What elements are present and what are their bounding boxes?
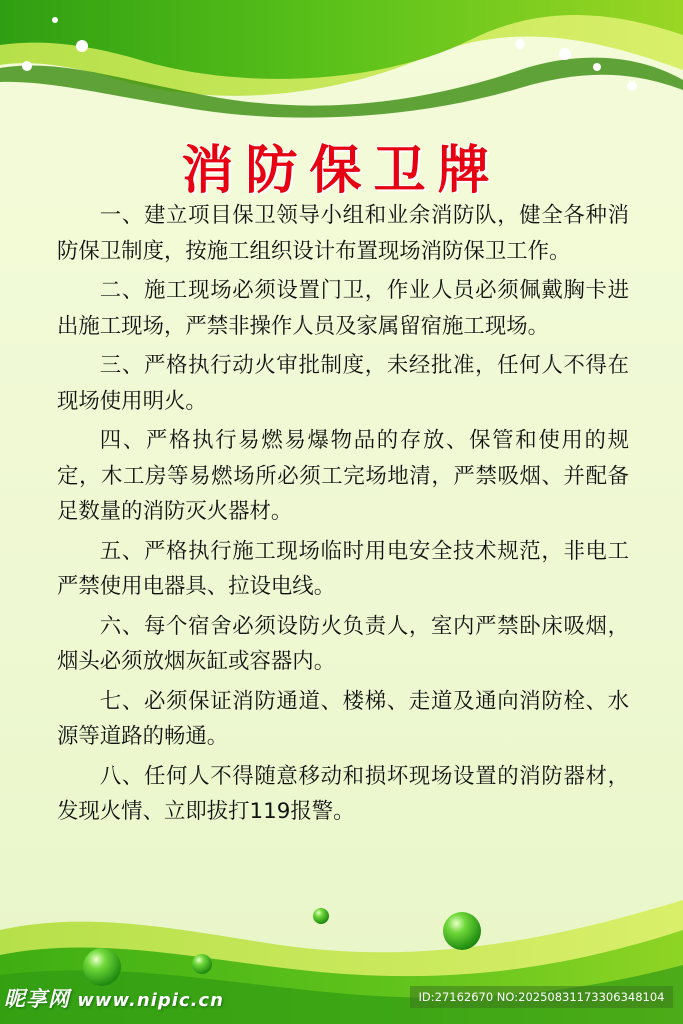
rule-paragraph: 八、任何人不得随意移动和损坏现场设置的消防器材，发现火情、立即拔打119报警。	[57, 763, 629, 824]
rule-paragraph: 四、严格执行易燃易爆物品的存放、保管和使用的规定，木工房等易燃场所必须工完场地清，严禁吸烟、并配备足数量的消防灭火器材。	[57, 428, 629, 524]
watermark-id: ID:27162670 NO:20250831173306348104	[410, 986, 673, 1008]
rule-paragraph: 五、严格执行施工现场临时用电安全技术规范，非电工严禁使用电器具、拉设电线。	[57, 538, 629, 599]
rule-paragraph: 二、施工现场必须设置门卫，作业人员必须佩戴胸卡进出施工现场，严禁非操作人员及家属留宿施工现场。	[57, 278, 629, 339]
rules-list	[57, 198, 629, 834]
rule-paragraph: 三、严格执行动火审批制度，未经批准，任何人不得在现场使用明火。	[57, 353, 629, 414]
page-title: 消防保卫牌	[181, 141, 502, 201]
rule-paragraph: 一、建立项目保卫领导小组和业余消防队，健全各种消防保卫制度，按施工组织设计布置现场消防保卫工作。	[57, 203, 629, 264]
watermark-site: www.nipic.cn	[77, 990, 224, 1011]
watermark-logo	[4, 983, 224, 1013]
rule-paragraph: 六、每个宿舍必须设防火负责人，室内严禁卧床吸烟，烟头必须放烟灰缸或容器内。	[57, 613, 629, 674]
watermark-logo-text: 昵享网	[4, 987, 70, 1011]
rule-paragraph: 七、必须保证消防通道、楼梯、走道及通向消防栓、水源等道路的畅通。	[57, 688, 629, 749]
